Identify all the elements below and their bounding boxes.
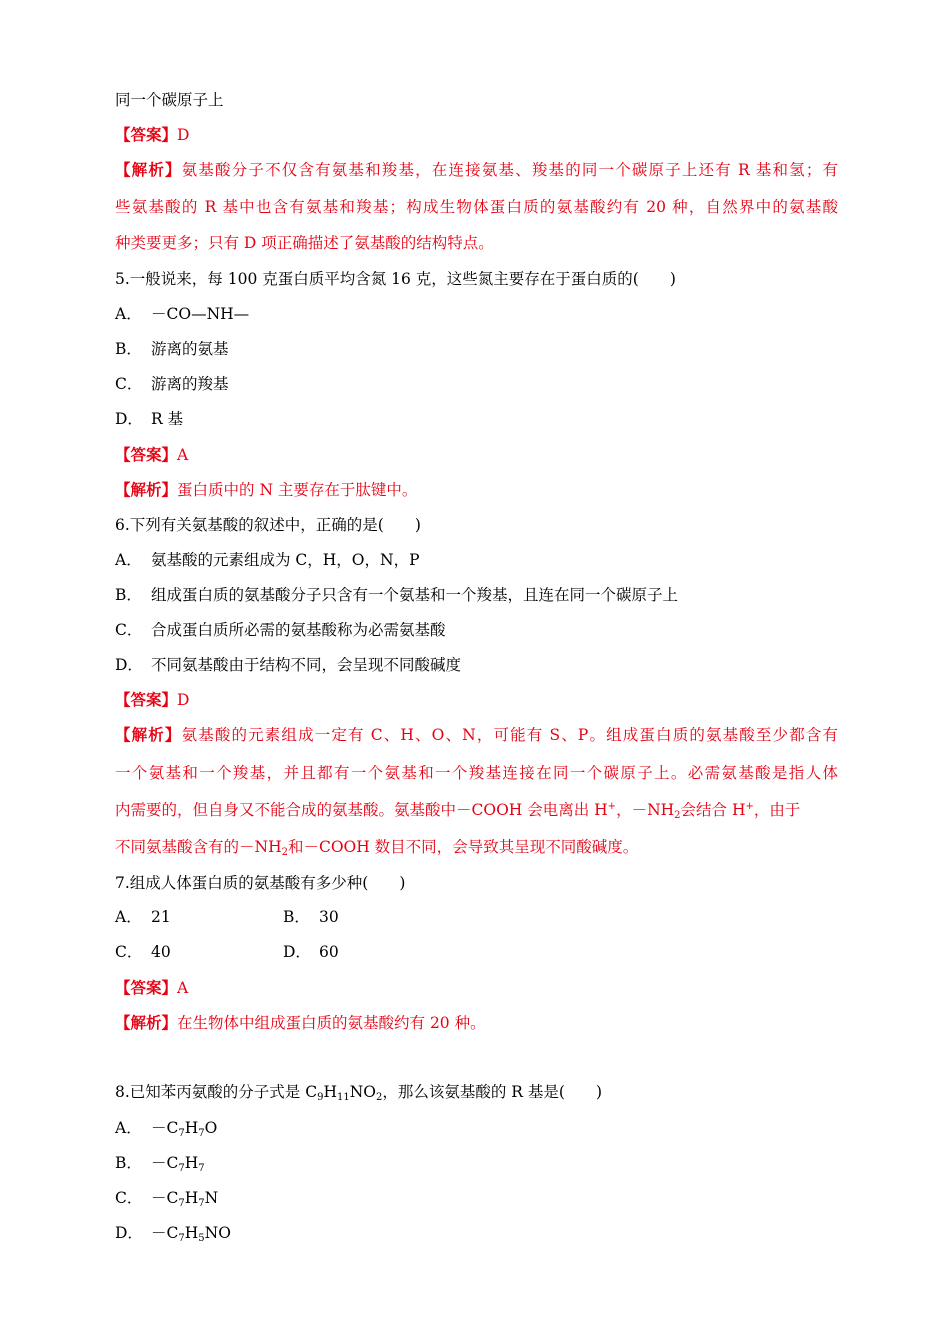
q6-option-d (115, 654, 461, 676)
q6-analysis-line-1 (115, 724, 838, 746)
analysis-tag: 【解析】 (115, 725, 182, 744)
option-label: B． (283, 908, 310, 926)
formula-part: H (184, 1189, 199, 1207)
option-label: D． (115, 410, 143, 428)
analysis-tag: 【解析】 (115, 1013, 178, 1032)
q6-answer (115, 689, 189, 711)
option-label: A． (115, 1119, 142, 1137)
formula-part: －C (151, 1224, 179, 1242)
option-label: C． (115, 943, 143, 961)
answer-value: D (177, 691, 190, 709)
q8-option-d (115, 1222, 231, 1244)
option-label: A． (115, 551, 142, 569)
superscript: + (745, 801, 754, 812)
analysis-tag: 【解析】 (115, 480, 178, 499)
subscript: 9 (317, 1092, 324, 1103)
subscript: 7 (178, 1128, 185, 1139)
option-text: 游离的羧基 (151, 375, 229, 393)
option-text: 合成蛋白质所必需的氨基酸称为必需氨基酸 (151, 621, 446, 639)
option-text: 40 (151, 943, 171, 961)
q4-analysis-line-2: 些氨基酸的 R 基中也含有氨基和羧基；构成生物体蛋白质的氨基酸约有 20 种，自然界中的氨基酸 (115, 198, 838, 216)
subscript: 7 (198, 1128, 205, 1139)
q7-option-d (283, 941, 339, 963)
subscript: 7 (178, 1163, 185, 1174)
q5-option-c (115, 373, 229, 395)
subscript: 2 (281, 847, 288, 858)
q7-options-row-1 (115, 906, 339, 928)
option-label: A． (115, 305, 142, 323)
option-text: 30 (319, 908, 339, 926)
analysis-text: 内需要的，但自身又不能合成的氨基酸。氨基酸中－COOH 会电离出 H (115, 801, 608, 819)
subscript: 7 (178, 1198, 185, 1209)
q8-stem (115, 1081, 602, 1103)
q6-stem: 6.下列有关氨基酸的叙述中，正确的是( ) (115, 516, 421, 534)
answer-tag: 【答案】 (115, 690, 178, 709)
option-label: C． (115, 1189, 143, 1207)
superscript: + (607, 801, 617, 812)
formula-part: H (184, 1119, 199, 1137)
option-label: D． (283, 943, 311, 961)
analysis-text: 会结合 H (680, 801, 746, 819)
formula-part: H (184, 1224, 199, 1242)
q5-stem: 5.一般说来，每 100 克蛋白质平均含氮 16 克，这些氮主要存在于蛋白质的( ) (115, 270, 676, 288)
subscript: 11 (336, 1092, 350, 1103)
option-text: 60 (319, 943, 339, 961)
option-text: 游离的氨基 (151, 340, 229, 358)
q8-option-c (115, 1187, 218, 1209)
q6-option-c (115, 619, 446, 641)
analysis-text: ，－NH (616, 801, 675, 819)
formula-part: －C (151, 1154, 179, 1172)
q8-option-b (115, 1152, 205, 1174)
analysis-text: 和－COOH 数目不同，会导致其呈现不同酸碱度。 (287, 838, 639, 856)
option-label: B． (115, 586, 142, 604)
option-label: C． (115, 621, 143, 639)
q5-analysis (115, 479, 417, 501)
formula-part: O (204, 1119, 218, 1137)
stem-text: ，那么该氨基酸的 R 基是( ) (382, 1083, 602, 1101)
analysis-text: 氨基酸分子不仅含有氨基和羧基，在连接氨基、羧基的同一个碳原子上还有 R 基和氢；有 (181, 161, 838, 179)
formula-part: －C (151, 1119, 179, 1137)
formula-part: N (204, 1189, 219, 1207)
option-label: D． (115, 656, 143, 674)
option-label: C． (115, 375, 143, 393)
subscript: 2 (674, 810, 681, 821)
q7-analysis (115, 1012, 486, 1034)
q4-answer (115, 124, 189, 146)
option-label: D． (115, 1224, 143, 1242)
analysis-tag: 【解析】 (115, 160, 182, 179)
analysis-text: 氨基酸的元素组成一定有 C、H、O、N，可能有 S、P。组成蛋白质的氨基酸至少都含有 (181, 726, 838, 744)
q6-analysis-line-4 (115, 836, 638, 858)
answer-tag: 【答案】 (115, 445, 178, 464)
formula-part: H (184, 1154, 199, 1172)
subscript: 7 (178, 1233, 185, 1244)
option-label: B． (115, 1154, 142, 1172)
option-text: 氨基酸的元素组成为 C，H，O，N，P (151, 551, 420, 569)
q6-option-a (115, 549, 420, 571)
option-text: R 基 (151, 410, 184, 428)
q8-option-a (115, 1117, 217, 1139)
stem-text: NO (349, 1083, 376, 1101)
option-label: B． (115, 340, 142, 358)
analysis-text: ，由于 (753, 801, 801, 819)
formula-part: NO (204, 1224, 231, 1242)
answer-value: D (177, 126, 190, 144)
subscript: 7 (198, 1198, 205, 1209)
q7-option-a (115, 908, 171, 926)
q4-analysis-line-1 (115, 159, 838, 181)
option-text: 组成蛋白质的氨基酸分子只含有一个氨基和一个羧基，且连在同一个碳原子上 (151, 586, 679, 604)
analysis-text: 不同氨基酸含有的－NH (115, 838, 282, 856)
formula-part: －C (151, 1189, 179, 1207)
answer-tag: 【答案】 (115, 978, 178, 997)
stem-text: H (323, 1083, 337, 1101)
q7-stem: 7.组成人体蛋白质的氨基酸有多少种( ) (115, 874, 406, 892)
q7-options-row-2 (115, 941, 339, 963)
subscript: 5 (198, 1233, 205, 1244)
q6-option-b (115, 584, 678, 606)
option-text: 21 (151, 908, 171, 926)
subscript: 7 (198, 1163, 205, 1174)
option-text: －CO—NH— (151, 305, 250, 323)
intro-line: 同一个碳原子上 (115, 91, 224, 109)
q6-analysis-line-3 (115, 799, 800, 821)
option-label: A． (115, 908, 142, 926)
q7-answer (115, 977, 188, 999)
q4-analysis-line-3: 种类要更多；只有 D 项正确描述了氨基酸的结构特点。 (115, 234, 494, 252)
q7-option-b (283, 906, 339, 928)
q5-option-b (115, 338, 229, 360)
q5-option-a (115, 303, 249, 325)
q6-analysis-line-2: 一个氨基和一个羧基，并且都有一个氨基和一个羧基连接在同一个碳原子上。必需氨基酸是指人体 (115, 764, 838, 782)
q7-option-c (115, 943, 171, 961)
stem-text: 8.已知苯丙氨酸的分子式是 C (115, 1083, 318, 1101)
answer-tag: 【答案】 (115, 125, 178, 144)
option-text: 不同氨基酸由于结构不同，会呈现不同酸碱度 (151, 656, 462, 674)
analysis-text: 在生物体中组成蛋白质的氨基酸约有 20 种。 (177, 1014, 486, 1032)
subscript: 2 (376, 1092, 383, 1103)
answer-value: A (177, 979, 189, 997)
answer-value: A (177, 446, 189, 464)
q5-answer (115, 444, 188, 466)
analysis-text: 蛋白质中的 N 主要存在于肽键中。 (177, 481, 418, 499)
q5-option-d (115, 408, 183, 430)
